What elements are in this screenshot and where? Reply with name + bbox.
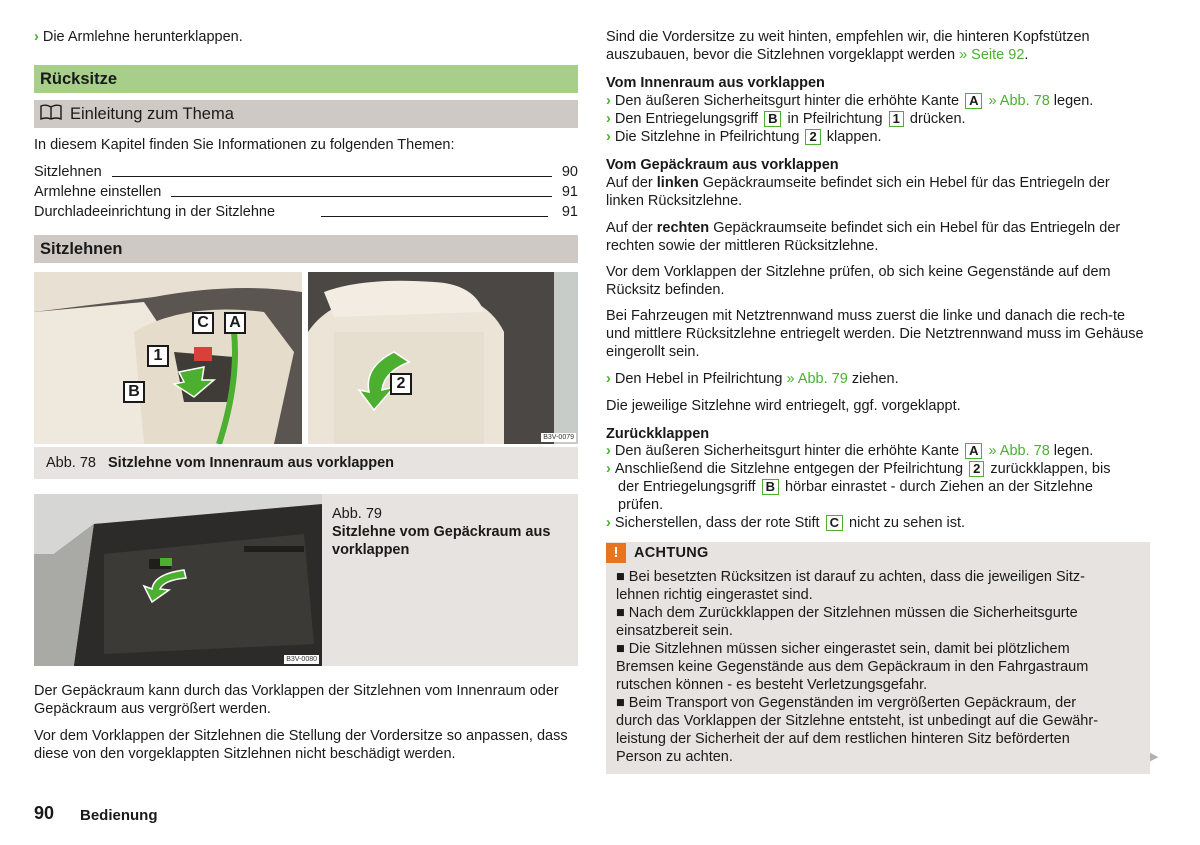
step-item-continued: prüfen. [618, 497, 664, 513]
book-icon [40, 101, 62, 129]
step-arrow-icon: › [34, 29, 39, 45]
toc-title: Armlehne einstellen [34, 184, 162, 200]
step-item: › Anschließend die Sitzlehne entgegen der Pfeilrichtung 2 zurückklappen, bis [606, 461, 1111, 477]
toc-page: 91 [561, 204, 578, 220]
paragraph: Bei Fahrzeugen mit Netztrennwand muss zuerst die linke und danach die rech-te und mittlere Rücksitzlehne entriegelt werden. Die Netztrennwand muss im Gehäuse eingerollt sein. [606, 308, 1144, 360]
label-1: 1 [147, 345, 169, 367]
figure-78-caption [34, 447, 578, 479]
label-b: B [123, 381, 145, 403]
toc-intro: In diesem Kapitel finden Sie Informationen zu folgenden Themen: [34, 137, 455, 153]
toc-title: Sitzlehnen [34, 164, 102, 180]
step-item: › Den äußeren Sicherheitsgurt hinter die erhöhte Kante A » Abb. 78 legen. [606, 443, 1094, 459]
caption-number: Abb. 78 [46, 455, 96, 471]
image-code: B3V-0080 [286, 656, 317, 663]
heading-gepaeckraum: Vom Gepäckraum aus vorklappen [606, 157, 839, 173]
toc-row[interactable] [34, 161, 578, 181]
warning-line: einsatzbereit sein. [616, 623, 733, 639]
step-item-continued: der Entriegelungsgriff B hörbar einrastet - durch Ziehen an der Sitzlehne [618, 479, 1093, 495]
step-item: › Die Sitzlehne in Pfeilrichtung 2 klappen. [606, 129, 882, 145]
link-abb-79[interactable]: » Abb. 79 [786, 371, 848, 387]
warning-line: ■ Beim Transport von Gegenständen im vergrößerten Gepäckraum, der [616, 695, 1077, 711]
label-2: 2 [390, 373, 412, 395]
link-abb-78[interactable]: » Abb. 78 [988, 443, 1050, 459]
paragraph: Sind die Vordersitze zu weit hinten, empfehlen wir, die hinteren Kopfstützen auszubauen, bevor die Sitzlehnen vorgeklappt werden » Seite 92. [606, 29, 1090, 63]
step-arrow-icon: › [606, 515, 611, 531]
warning-line: rutschen können - es besteht Verletzungsgefahr. [616, 677, 928, 693]
key-label: B [764, 111, 781, 127]
section-title-sitzlehnen: Sitzlehnen [34, 235, 578, 263]
key-label: 2 [969, 461, 984, 477]
image-code: B3V-0079 [543, 434, 574, 441]
heading-zurueckklappen: Zurückklappen [606, 426, 710, 442]
step-arrow-icon: › [606, 93, 611, 109]
link-abb-78[interactable]: » Abb. 78 [988, 93, 1050, 109]
warning-line: ■ Bei besetzten Rücksitzen ist darauf zu achten, dass die jeweiligen Sitz- [616, 569, 1085, 585]
paragraph: Der Gepäckraum kann durch das Vorklappen der Sitzlehnen vom Innenraum oder Gepäckraum aus vergrößert werden. [34, 683, 559, 717]
warning-line: Person zu achten. [616, 749, 733, 765]
step-item: › Den Entriegelungsgriff B in Pfeilrichtung 1 drücken. [606, 111, 966, 127]
warning-line: ■ Nach dem Zurückklappen der Sitzlehnen müssen die Sicherheitsgurte [616, 605, 1078, 621]
paragraph: Vor dem Vorklappen der Sitzlehnen die Stellung der Vordersitze so anpassen, dass diese von den vorgeklappten Sitzlehnen nicht beschädigt werden. [34, 728, 568, 762]
step-arrow-icon: › [606, 111, 611, 127]
link-seite-92[interactable]: » Seite 92 [959, 47, 1025, 63]
paragraph: Auf der rechten Gepäckraumseite befindet sich ein Hebel für das Entriegeln der rechten sowie der mittleren Rücksitzlehne. [606, 220, 1121, 254]
warning-box [606, 542, 1150, 774]
caption-text: Sitzlehne vom Innenraum aus vorklappen [108, 455, 395, 471]
warning-line: durch das Vorklappen der Sitzlehne entsteht, ist unbedingt auf die Gewähr- [616, 713, 1099, 729]
step-item: › Sicherstellen, dass der rote Stift C nicht zu sehen ist. [606, 515, 966, 531]
continue-arrow-icon: ▶ [1150, 751, 1159, 763]
warning-body [616, 568, 1142, 766]
chapter-name: Bedienung [80, 807, 158, 824]
step-arrow-icon: › [606, 371, 611, 387]
key-label: A [965, 443, 982, 459]
warning-line: Bremsen keine Gegenstände aus dem Gepäckraum in den Fahrgastraum [616, 659, 1089, 675]
key-label: 2 [805, 129, 820, 145]
warning-line: leistung der Sicherheit der auf dem restlichen hinteren Sitz beförderten [616, 731, 1070, 747]
paragraph: Die jeweilige Sitzlehne wird entriegelt, ggf. vorgeklappt. [606, 398, 961, 414]
warning-icon: ! [606, 543, 626, 563]
step-arrow-icon: › [606, 129, 611, 145]
warning-title: ACHTUNG [634, 545, 709, 561]
key-label: C [826, 515, 843, 531]
toc-page: 90 [561, 164, 578, 180]
step-item: › Den Hebel in Pfeilrichtung » Abb. 79 ziehen. [606, 371, 899, 387]
figure-79-caption-text: Sitzlehne vom Gepäckraum aus vorklappen [332, 524, 551, 558]
toc-title: Durchladeeinrichtung in der Sitzlehne [34, 204, 276, 220]
toc-row[interactable] [34, 181, 578, 201]
heading-innenraum: Vom Innenraum aus vorklappen [606, 75, 825, 91]
paragraph: Auf der linken Gepäckraumseite befindet sich ein Hebel für das Entriegeln der linken Rücksitzlehne. [606, 175, 1110, 209]
toc-row[interactable] [34, 201, 578, 221]
label-c: C [192, 312, 214, 334]
paragraph: Vor dem Vorklappen der Sitzlehne prüfen, ob sich keine Gegenstände auf dem Rücksitz befinden. [606, 264, 1111, 298]
toc-page: 91 [561, 184, 578, 200]
figure-79-image [34, 494, 322, 666]
warning-header [606, 542, 709, 564]
step-arrow-icon: › [606, 443, 611, 459]
figure-79-caption-number: Abb. 79 [332, 506, 382, 522]
step-arrow-icon: › [606, 461, 611, 477]
page-number: 90 [34, 803, 55, 823]
section-title-ruecksitze: Rücksitze [34, 65, 578, 93]
label-a: A [224, 312, 246, 334]
intro-line: › Die Armlehne herunterklappen. [34, 29, 243, 45]
subsection-title-einleitung: Einleitung zum Thema [34, 100, 578, 128]
step-item: › Den äußeren Sicherheitsgurt hinter die erhöhte Kante A » Abb. 78 legen. [606, 93, 1094, 109]
warning-line: lehnen richtig eingerastet sind. [616, 587, 813, 603]
key-label: 1 [889, 111, 904, 127]
warning-line: ■ Die Sitzlehnen müssen sicher eingerastet sein, damit bei plötzlichem [616, 641, 1070, 657]
figure-78-image [34, 272, 578, 444]
key-label: B [762, 479, 779, 495]
key-label: A [965, 93, 982, 109]
